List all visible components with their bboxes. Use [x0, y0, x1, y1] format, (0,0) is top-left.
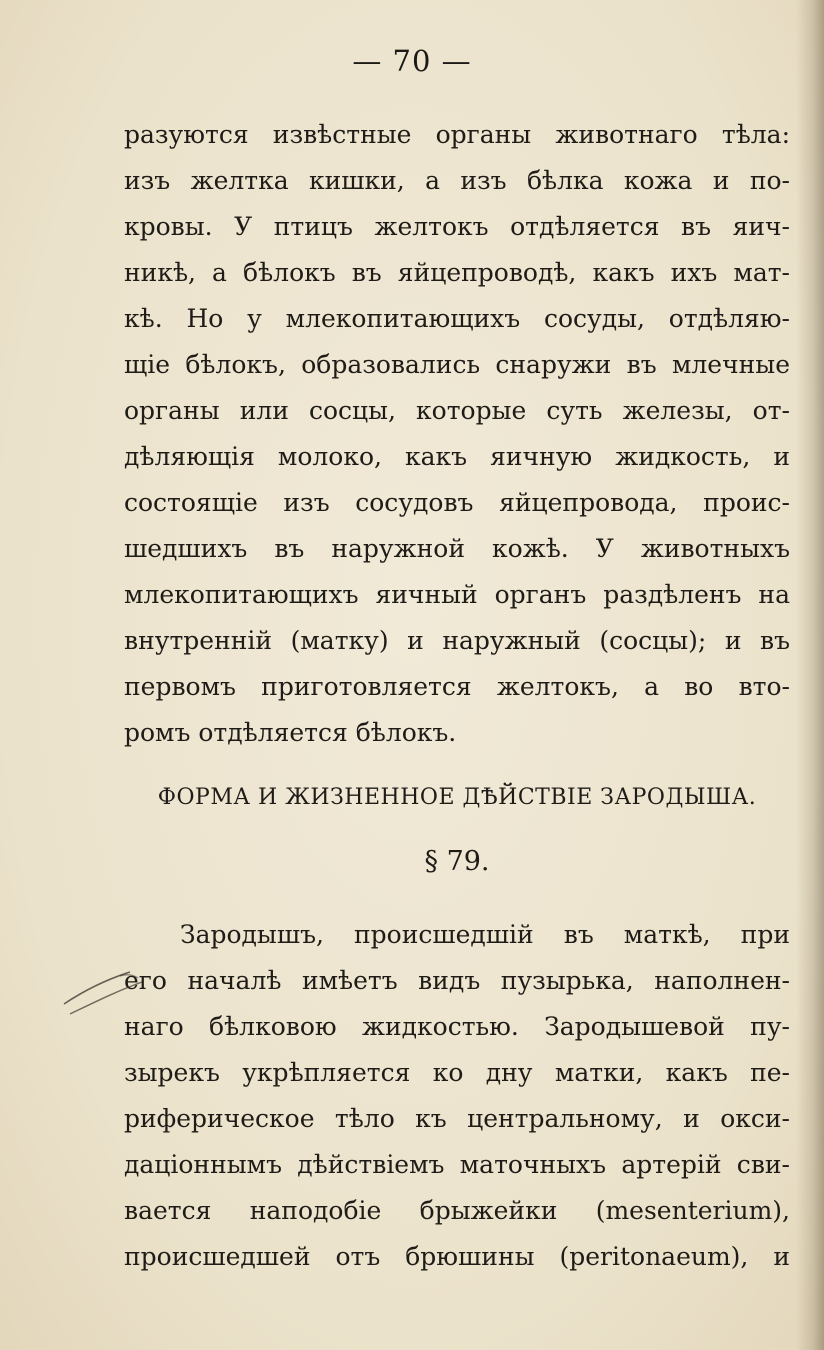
section-title: ФОРМА И ЖИЗНЕННОЕ ДѢЙСТВІЕ ЗАРОДЫША. [157, 785, 757, 810]
text-line: состоящіе изъ сосудовъ яйцепровода, проис- [124, 488, 790, 517]
section-number: § 79. [424, 846, 490, 877]
text-line: никѣ, а бѣлокъ въ яйцепроводѣ, какъ ихъ мат- [124, 258, 790, 287]
text-line: даціоннымъ дѣйствіемъ маточныхъ артерій сви- [124, 1150, 790, 1179]
page-edge-shadow [796, 0, 824, 1350]
text-line: щіе бѣлокъ, образовались снаружи въ млечные [124, 350, 790, 379]
text-line: наго бѣлковою жидкостью. Зародышевой пу- [124, 1012, 790, 1041]
text-line: Зародышъ, происшедшій въ маткѣ, при [180, 920, 790, 949]
text-line: дѣляющія молоко, какъ яичную жидкость, и [124, 442, 790, 471]
page-number: — 70 — [352, 44, 472, 78]
text-line: кровы. У птицъ желтокъ отдѣляется въ яич- [124, 212, 790, 241]
text-line: вается наподобіе брыжейки (mesenterium), [124, 1196, 790, 1225]
text-line: происшедшей отъ брюшины (peritonaeum), и [124, 1242, 790, 1271]
text-line: млекопитающихъ яичный органъ раздѣленъ на [124, 580, 790, 609]
text-line: кѣ. Но у млекопитающихъ сосуды, отдѣляю- [124, 304, 790, 333]
paragraph-1 [124, 112, 790, 756]
text-line: разуются извѣстные органы животнаго тѣла: [124, 120, 790, 149]
text-line: первомъ приготовляется желтокъ, а во вто- [124, 672, 790, 701]
text-line: зырекъ укрѣпляется ко дну матки, какъ пе- [124, 1058, 790, 1087]
pencil-annotation-mark [60, 968, 150, 1018]
text-line: шедшихъ въ наружной кожѣ. У животныхъ [124, 534, 790, 563]
text-line: его началѣ имѣетъ видъ пузырька, наполнен- [124, 966, 790, 995]
text-line: ромъ отдѣляется бѣлокъ. [124, 718, 457, 747]
text-line: органы или сосцы, которые суть железы, от- [124, 396, 790, 425]
text-line: внутренній (матку) и наружный (сосцы); и въ [124, 626, 790, 655]
paragraph-2 [124, 912, 790, 1280]
text-line: риферическое тѣло къ центральному, и окси- [124, 1104, 790, 1133]
text-line: изъ желтка кишки, а изъ бѣлка кожа и по- [124, 166, 790, 195]
